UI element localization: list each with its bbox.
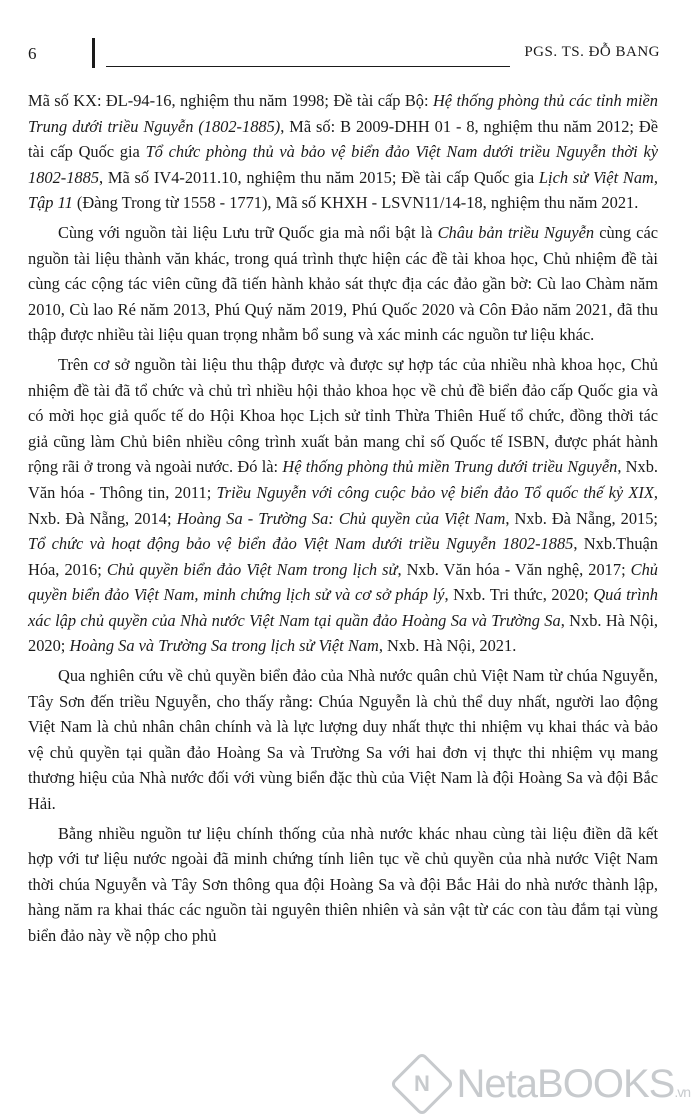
text-run: , Nxb. Hà Nội, 2021.: [378, 636, 517, 656]
italic-title-run: Châu bản triều Nguyễn: [437, 222, 595, 242]
text-run: , Nxb. Đà Nẵng, 2014;: [28, 482, 658, 528]
header-rule: [106, 66, 510, 67]
text-run: , Mã số: B 2009-DHH 01 - 8, nghiệm thu năm 2012; Đề tài cấp Quốc gia: [28, 116, 658, 162]
text-run: , Nxb. Văn hóa - Văn nghệ, 2017;: [397, 559, 631, 579]
paragraph: [28, 663, 658, 817]
text-run: , Nxb. Văn hóa - Thông tin, 2011;: [28, 457, 658, 502]
text-run: Trên cơ sở nguồn tài liệu thu thập được và được sự hợp tác của nhiều nhà khoa học, Chủ nhiệm đề tài đã tổ chức và chủ trì nhiều hội thảo khoa học về chủ đề biển đảo cấp Quốc gia và có mời học giả quốc tế do Hội Khoa học Lịch sử tỉnh Thừa Thiên Huế tổ chức, đồng thời tác giả cũng làm Chủ biên nhiều công trình xuất bản mang chỉ số Quốc tế ISBN, được phát hành rộng rãi ở trong và ngoài nước. Đó là:: [28, 354, 658, 477]
paragraph: [28, 88, 658, 216]
watermark: [399, 1061, 690, 1107]
watermark-suffix: .vn: [674, 1083, 690, 1100]
running-head-author: PGS. TS. ĐỖ BANG: [524, 44, 660, 60]
paragraph: [28, 821, 658, 949]
text-run: Qua nghiên cứu về chủ quyền biển đảo của Nhà nước quân chủ Việt Nam từ chúa Nguyễn, Tây Sơn đến triều Nguyễn, cho thấy rằng: Chúa Nguyễn là chủ thể duy nhất, người lao động Việt Nam là chủ nhân chân chính và là lực lượng duy nhất thực thi nhiệm vụ khai thác và bảo vệ chủ quyền tại quần đảo Hoàng Sa và Trường Sa với hai đơn vị thực thi nhiệm vụ mang thương hiệu của Nhà nước đối với vùng biển đặc thù của Việt Nam là đội Hoàng Sa và đội Bắc Hải.: [28, 666, 658, 814]
netabooks-logo-icon: [389, 1051, 454, 1116]
italic-title-run: Chủ quyền biển đảo Việt Nam, minh chứng lịch sử và cơ sở pháp lý: [28, 559, 658, 605]
paragraph: [28, 352, 658, 659]
italic-title-run: Triều Nguyễn với công cuộc bảo vệ biển đảo Tổ quốc thế kỷ XIX: [216, 482, 654, 502]
italic-title-run: Quá trình xác lập chủ quyền của Nhà nước Việt Nam tại quần đảo Hoàng Sa và Trường Sa: [28, 585, 658, 630]
text-run: Cùng với nguồn tài liệu Lưu trữ Quốc gia mà nổi bật là: [58, 222, 438, 242]
watermark-brand-name: NetaBOOKS: [456, 1061, 675, 1106]
body-text: [28, 88, 658, 953]
text-run: Bằng nhiều nguồn tư liệu chính thống của nhà nước khác nhau cùng tài liệu điền dã kết hợp với tư liệu nước ngoài đã minh chứng tính liên tục về chủ quyền của nhà nước Việt Nam thời chúa Nguyễn và Tây Sơn thông qua đội Hoàng Sa và đội Bắc Hải do nhà nước thành lập, hàng năm ra khai thác các nguồn tài nguyên thiên nhiên và sản vật từ các con tàu đắm tại vùng biển đảo này về nộp cho phủ: [28, 823, 658, 945]
paragraph: [28, 220, 658, 348]
text-run: cùng các nguồn tài liệu thành văn khác, trong quá trình thực hiện các đề tài khoa học, Chủ nhiệm đề tài cùng các cộng tác viên cũng đã tiến hành khảo sát thực địa các đảo gần bờ: Cù lao Chàm năm 2010, Cù lao Ré năm 2013, Phú Quý năm 2019, Phú Quốc 2020 và Côn Đảo năm 2021, đã thu thập được nhiều tài liệu quan trọng nhằm bổ sung và xác minh các nguồn tư liệu khác.: [28, 222, 658, 345]
watermark-logo-letter: N: [413, 1070, 430, 1096]
italic-title-run: Hệ thống phòng thủ miền Trung dưới triều Nguyễn: [282, 457, 618, 477]
text-run: , Nxb. Tri thức, 2020;: [444, 585, 594, 605]
text-run: , Nxb.Thuận Hóa, 2016;: [28, 534, 658, 579]
text-run: (Đàng Trong từ 1558 - 1771), Mã số KHXH - LSVN11/14-18, nghiệm thu năm 2021.: [72, 193, 639, 213]
header-vertical-bar: [92, 38, 95, 68]
page-number: 6: [28, 44, 37, 63]
italic-title-run: Tổ chức và hoạt động bảo vệ biển đảo Việt Nam dưới triều Nguyễn 1802-1885: [28, 534, 574, 554]
italic-title-run: Hệ thống phòng thủ các tỉnh miền Trung dưới triều Nguyễn (1802-1885): [28, 91, 658, 136]
italic-title-run: Lịch sử Việt Nam, Tập 11: [28, 167, 658, 213]
watermark-brand: [457, 1062, 690, 1107]
italic-title-run: Hoàng Sa - Trường Sa: Chủ quyền của Việt Nam: [176, 508, 506, 528]
text-run: , Nxb. Đà Nẵng, 2015;: [505, 508, 658, 528]
text-run: , Mã số IV4-2011.10, nghiệm thu năm 2015; Đề tài cấp Quốc gia: [99, 167, 539, 187]
text-run: Mã số KX: ĐL-94-16, nghiệm thu năm 1998; Đề tài cấp Bộ:: [28, 91, 433, 110]
text-run: , Nxb. Hà Nội, 2020;: [28, 610, 658, 656]
page-header: [28, 44, 660, 74]
italic-title-run: Chủ quyền biển đảo Việt Nam trong lịch sử: [106, 559, 398, 579]
italic-title-run: Hoàng Sa và Trường Sa trong lịch sử Việt Nam: [69, 636, 379, 656]
italic-title-run: Tổ chức phòng thủ và bảo vệ biển đảo Việt Nam dưới triều Nguyễn thời kỳ 1802-1885: [28, 142, 658, 187]
